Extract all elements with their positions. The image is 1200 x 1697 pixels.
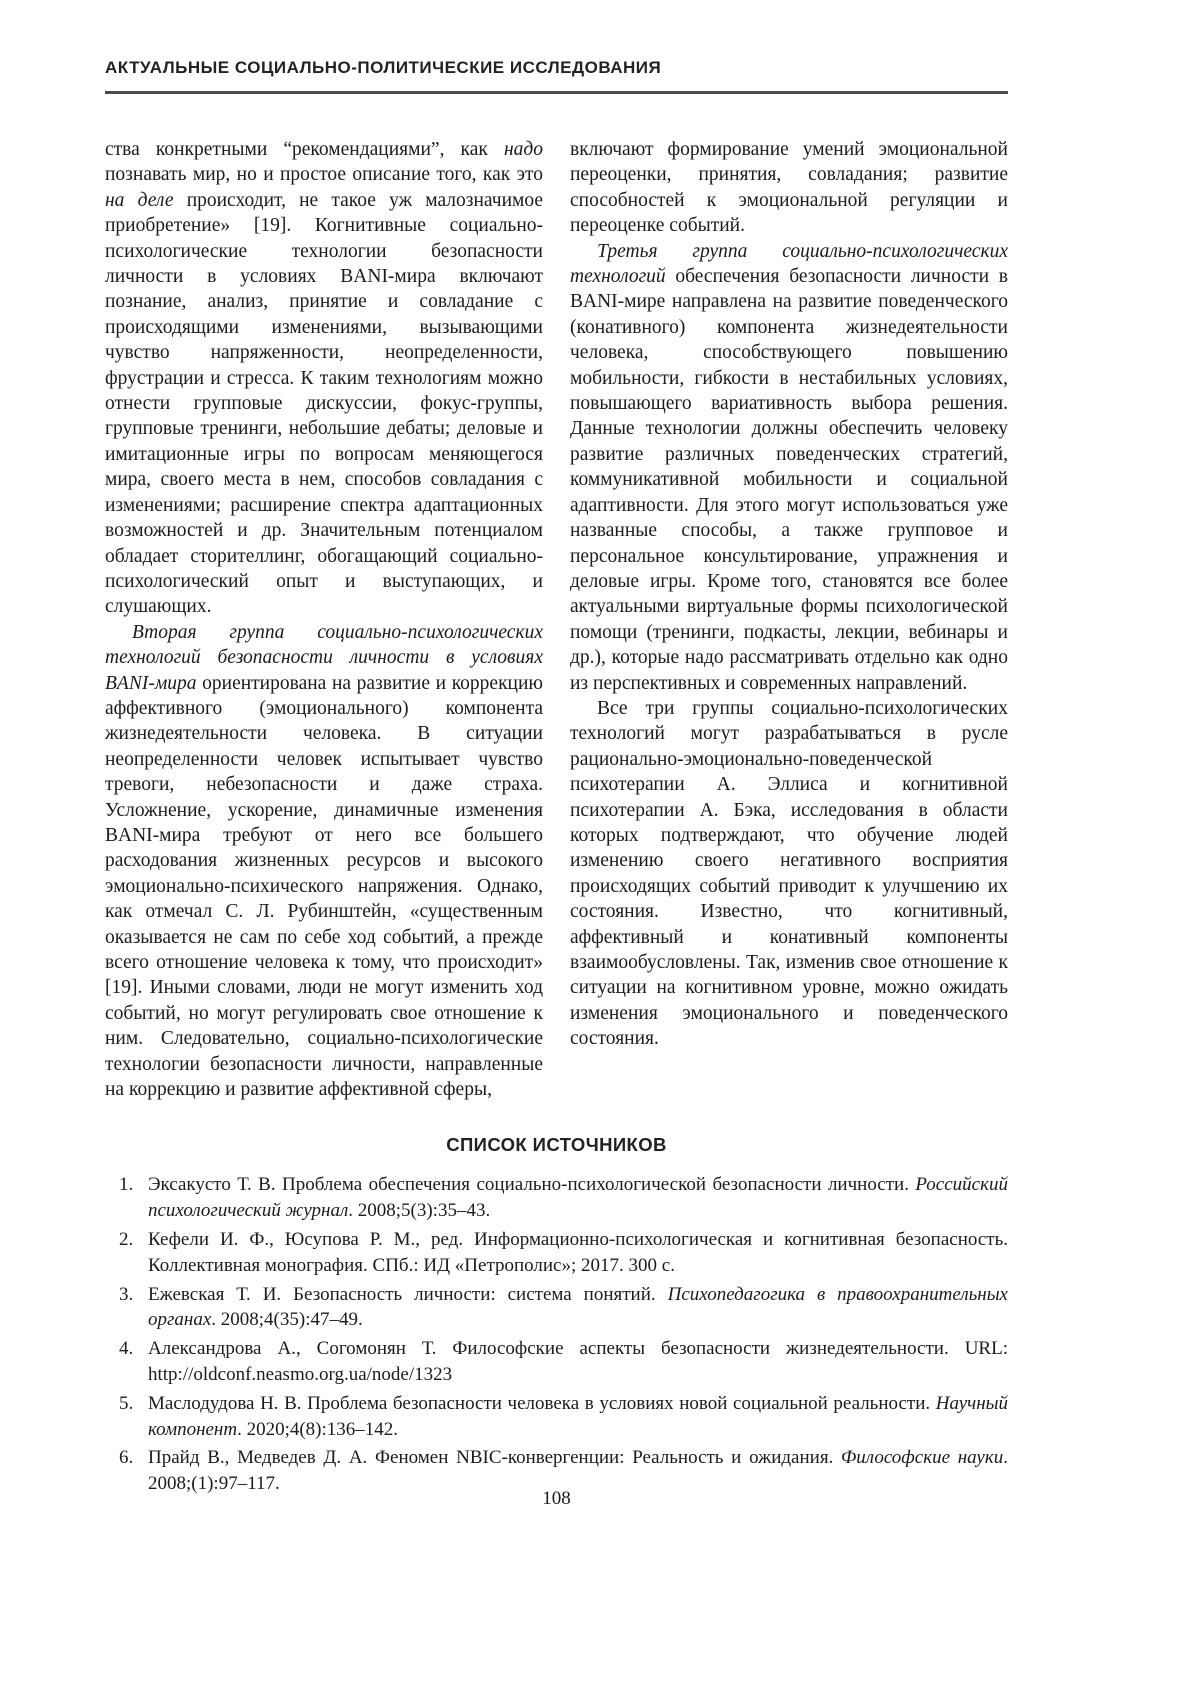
- reference-item: [105, 1172, 1008, 1224]
- body-paragraph: [570, 137, 1008, 239]
- text-run: Прайд В., Медведев Д. А. Феномен NBIC-конвергенции: Реальность и ожидания.: [148, 1447, 842, 1469]
- text-run: Эксакусто Т. В. Проблема обеспечения социально-психологической безопасности личности.: [148, 1174, 916, 1196]
- text-run: обеспечения безопасности личности в BANI-мире направлена на развитие поведенческого (конативного) компонента жизнедеятельности человека, способствующего повышению мобильности, гибкости в нестабильных условиях, повышающего вариативность выбора решения. Данные технологии должны обеспечить человеку развитие различных поведенческих стратегий, коммуникативной мобильности и социальной адаптивности. Для этого могут использоваться уже названные способы, а также групповое и персональное консультирование, упражнения и деловые игры. Кроме того, становятся все более актуальными виртуальные формы психологической помощи (тренинги, подкасты, лекции, вебинары и др.), которые надо рассматривать отдельно как одно из перспективных и современных направлений.: [570, 266, 1008, 694]
- text-run: . 2008;4(35):47–49.: [211, 1309, 363, 1331]
- italic-text-run: Вторая группа социально-психологических технологий безопасности личности в условиях BANI-мира: [105, 621, 543, 694]
- reference-number: 5.: [119, 1392, 134, 1414]
- text-run: ориентирована на развитие и коррекцию аффективного (эмоционального) компонента жизнедеятельности человека. В ситуации неопределенности человек испытывает чувство тревоги, небезопасности и даже страха. Усложнение, ускорение, динамичные изменения BANI-мира требуют от него все большего расходования жизненных ресурсов и высокого эмоционально-психического напряжения. Однако, как отмечал С. Л. Рубинштейн, «существенным оказывается не сам по себе ход событий, а прежде всего отношение человека к тому, что происходит» [19]. Иными словами, люди не могут изменить ход событий, но могут регулировать свое отношение к ним. Следовательно, социально-психологические технологии безопасности личности, направленные на коррекцию и развитие аффективной сферы,: [105, 672, 543, 1101]
- references-heading: СПИСОК ИСТОЧНИКОВ: [446, 1134, 667, 1156]
- italic-text-run: Философские науки: [841, 1447, 1004, 1469]
- body-text: [105, 137, 1008, 1102]
- reference-text: [148, 1174, 1008, 1221]
- reference-item: [105, 1227, 1008, 1279]
- body-paragraph: [570, 239, 1008, 696]
- text-run: . 2020;4(8):136–142.: [237, 1418, 399, 1440]
- text-run: познавать мир, но и простое описание того, как это: [105, 164, 543, 186]
- reference-number: 6.: [119, 1447, 134, 1469]
- reference-text: [148, 1338, 1008, 1385]
- italic-text-run: Научный компонент: [148, 1392, 1008, 1440]
- reference-number: 4.: [119, 1338, 134, 1360]
- text-run: включают формирование умений эмоциональной переоценки, принятия, совладания; развитие способностей к эмоциональной регуляции и переоценке событий.: [570, 139, 1008, 237]
- reference-text: [148, 1284, 1008, 1331]
- text-run: . 2008;(1):97–117.: [148, 1447, 1008, 1495]
- references-list: [105, 1172, 1008, 1497]
- reference-item: [105, 1282, 1008, 1334]
- italic-text-run: Третья группа социально-психологических технологий: [570, 240, 1008, 288]
- text-run: Все три группы социально-психологических технологий могут разрабатываться в русле рационально-эмоционально-поведенческой психотерапии А. Эллиса и когнитивной психотерапии А. Бэка, исследования в области которых подтверждают, что обучение людей изменению своего негативного восприятия происходящих событий приводит к улучшению их состояния. Известно, что когнитивный, аффективный и конативный компоненты взаимообусловлены. Так, изменив свое отношение к ситуации на когнитивном уровне, можно ожидать изменения эмоционального и поведенческого состояния.: [570, 697, 1008, 1050]
- italic-text-run: Психопедагогика в правоохранительных органах: [148, 1283, 1008, 1331]
- text-run: ства конкретными “рекомендациями”, как: [105, 139, 504, 160]
- reference-number: 3.: [119, 1283, 134, 1305]
- reference-number: 2.: [119, 1229, 134, 1251]
- text-run: Ежевская Т. И. Безопасность личности: система понятий.: [148, 1283, 668, 1305]
- reference-number: 1.: [119, 1174, 134, 1196]
- body-paragraph: [105, 620, 543, 1103]
- text-run: происходит, не такое уж малозначимое приобретение» [19]. Когнитивные социально-психологические технологии безопасности личности в условиях BANI-мира включают познание, анализ, принятие и совладание с происходящими изменениями, вызывающими чувство напряженности, неопределенности, фрустрации и стресса. К таким технологиям можно отнести групповые дискуссии, фокус-группы, групповые тренинги, небольшие дебаты; деловые и имитационные игры по вопросам меняющегося мира, своего места в нем, способов совладания с изменениями; расширение спектра адаптационных возможностей и др. Значительным потенциалом обладает сторителлинг, обогащающий социально-психологический опыт и выступающих, и слушающих.: [105, 189, 543, 618]
- text-run: . 2008;5(3):35–43.: [348, 1200, 491, 1222]
- body-paragraph: [570, 696, 1008, 1052]
- reference-item: [105, 1391, 1008, 1443]
- italic-text-run: надо: [503, 139, 543, 160]
- reference-item: [105, 1336, 1008, 1388]
- running-head-title: АКТУАЛЬНЫЕ СОЦИАЛЬНО-ПОЛИТИЧЕСКИЕ ИССЛЕДОВАНИЯ: [105, 58, 662, 77]
- reference-text: [148, 1393, 1008, 1440]
- text-run: Кефели И. Ф., Юсупова Р. М., ред. Информационно-психологическая и когнитивная безопасность. Коллективная монография. СПб.: ИД «Петрополис»; 2017. 300 с.: [148, 1229, 1008, 1276]
- italic-text-run: Российский психологический журнал: [148, 1174, 1008, 1222]
- left-column: [105, 137, 543, 1102]
- body-paragraph: [105, 137, 543, 620]
- text-run: Александрова А., Согомонян Т. Философские аспекты безопасности жизнедеятельности. URL: http://oldconf.neasmo.org.ua/node/1323: [148, 1338, 1008, 1386]
- text-run: Маслодудова Н. В. Проблема безопасности человека в условиях новой социальной реальности.: [148, 1392, 936, 1414]
- reference-text: [148, 1229, 1008, 1276]
- italic-text-run: на деле: [105, 189, 174, 211]
- right-column: [570, 137, 1008, 1102]
- page-number: 108: [542, 1488, 571, 1509]
- header-rule: [105, 91, 1008, 94]
